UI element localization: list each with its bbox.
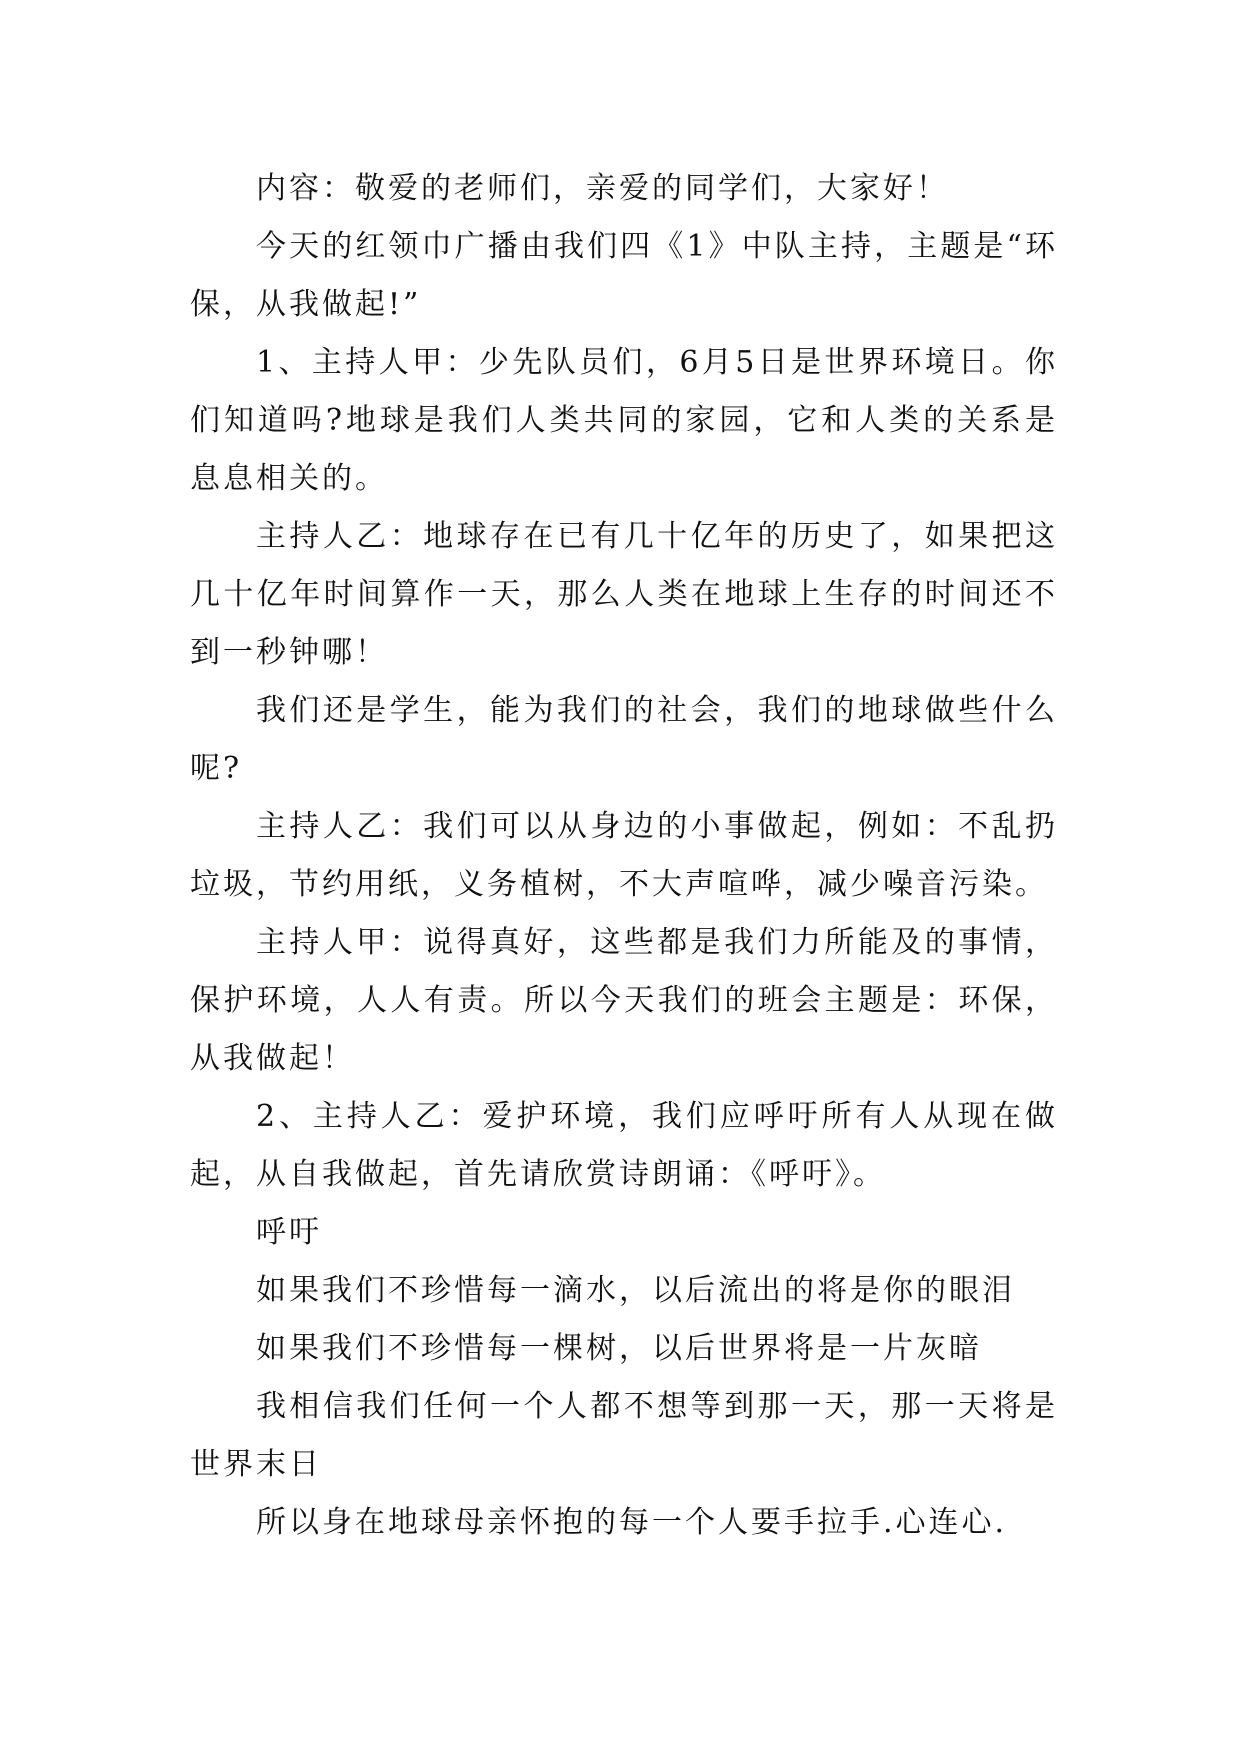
paragraph-host-a-2: 主持人甲：说得真好，这些都是我们力所能及的事情，保护环境，人人有责。所以今天我们的班会主题是：环保，从我做起！ bbox=[190, 925, 1058, 1076]
poem-line-3: 我相信我们任何一个人都不想等到那一天，那一天将是世界末日 bbox=[190, 1389, 1058, 1482]
paragraph-theme: 今天的红领巾广播由我们四《1》中队主持，主题是“环保，从我做起!” bbox=[190, 229, 1058, 322]
poem-line-4: 所以身在地球母亲怀抱的每一个人要手拉手.心连心. bbox=[256, 1505, 1008, 1540]
paragraph-host-b-2: 主持人乙：我们可以从身边的小事做起，例如：不乱扔垃圾，节约用纸，义务植树，不大声喧哗，减少噪音污染。 bbox=[190, 809, 1058, 902]
paragraph-question: 我们还是学生，能为我们的社会，我们的地球做些什么呢? bbox=[190, 693, 1058, 786]
paragraph-greeting: 内容：敬爱的老师们，亲爱的同学们，大家好！ bbox=[256, 171, 949, 206]
poem-line-2: 如果我们不珍惜每一棵树，以后世界将是一片灰暗 bbox=[256, 1331, 982, 1366]
document-body bbox=[190, 160, 1058, 1552]
poem-title: 呼吁 bbox=[256, 1215, 322, 1250]
paragraph-host-a-1: 1、主持人甲：少先队员们，6月5日是世界环境日。你们知道吗?地球是我们人类共同的家园，它和人类的关系是息息相关的。 bbox=[190, 345, 1058, 496]
poem-line-1: 如果我们不珍惜每一滴水，以后流出的将是你的眼泪 bbox=[256, 1273, 1015, 1308]
paragraph-host-b-3: 2、主持人乙：爱护环境，我们应呼吁所有人从现在做起，从自我做起，首先请欣赏诗朗诵：《呼吁》。 bbox=[190, 1099, 1058, 1192]
paragraph-host-b-1: 主持人乙：地球存在已有几十亿年的历史了，如果把这几十亿年时间算作一天，那么人类在地球上生存的时间还不到一秒钟哪！ bbox=[190, 519, 1058, 670]
